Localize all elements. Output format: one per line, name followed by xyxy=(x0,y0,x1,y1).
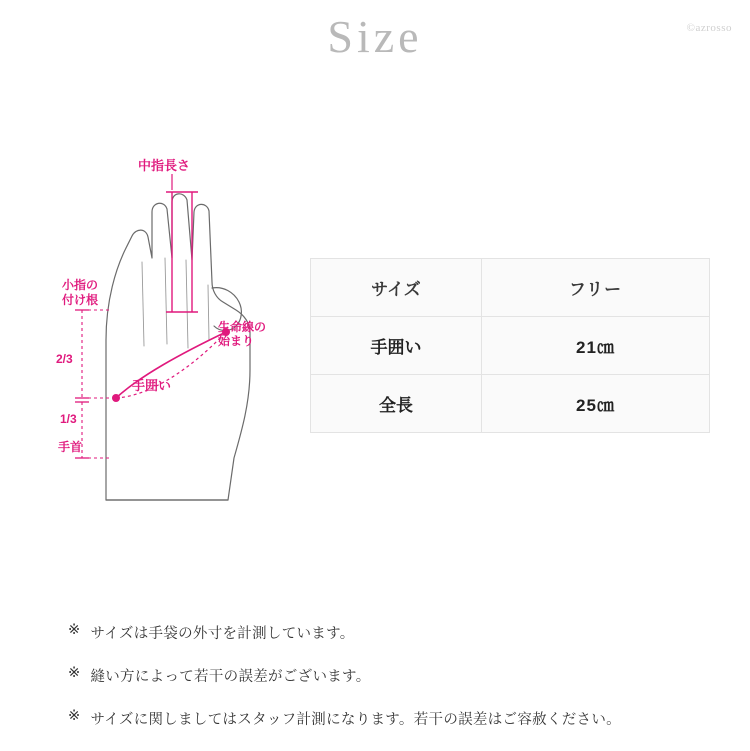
table-row xyxy=(311,317,710,375)
table-cell-value: フリー xyxy=(482,259,710,317)
note-mark: ※ xyxy=(68,665,81,681)
page-title: Size xyxy=(327,11,423,62)
size-table xyxy=(310,258,710,433)
notes-list xyxy=(68,622,708,751)
note-mark: ※ xyxy=(68,622,81,638)
note-item xyxy=(68,708,708,729)
label-hand-circumference: 手囲い xyxy=(132,378,172,393)
table-cell-label: サイズ xyxy=(311,259,482,317)
label-one-third: 1/3 xyxy=(60,412,77,426)
label-pinky-base: 小指の 付け根 xyxy=(61,278,98,307)
table-row xyxy=(311,375,710,433)
label-middle-finger-length: 中指長さ xyxy=(138,158,191,173)
label-wrist: 手首 xyxy=(58,440,83,454)
table-cell-label: 手囲い xyxy=(311,317,482,375)
note-text: 縫い方によって若干の誤差がございます。 xyxy=(90,669,371,685)
table-row xyxy=(311,259,710,317)
label-lifeline-start: 生命線の 始まり xyxy=(218,320,267,349)
note-text: サイズは手袋の外寸を計測しています。 xyxy=(90,626,355,642)
note-mark: ※ xyxy=(68,708,81,724)
note-text: サイズに関しましてはスタッフ計測になります。若干の誤差はご容赦ください。 xyxy=(90,712,621,728)
table-cell-value: 21㎝ xyxy=(482,317,710,375)
note-item xyxy=(68,665,708,686)
table-cell-label: 全長 xyxy=(311,375,482,433)
note-item xyxy=(68,622,708,643)
glove-size-diagram xyxy=(20,140,320,540)
label-two-thirds: 2/3 xyxy=(56,352,73,366)
table-cell-value: 25㎝ xyxy=(482,375,710,433)
watermark: ©azrosso xyxy=(686,22,732,34)
glove-illustration xyxy=(20,140,320,540)
